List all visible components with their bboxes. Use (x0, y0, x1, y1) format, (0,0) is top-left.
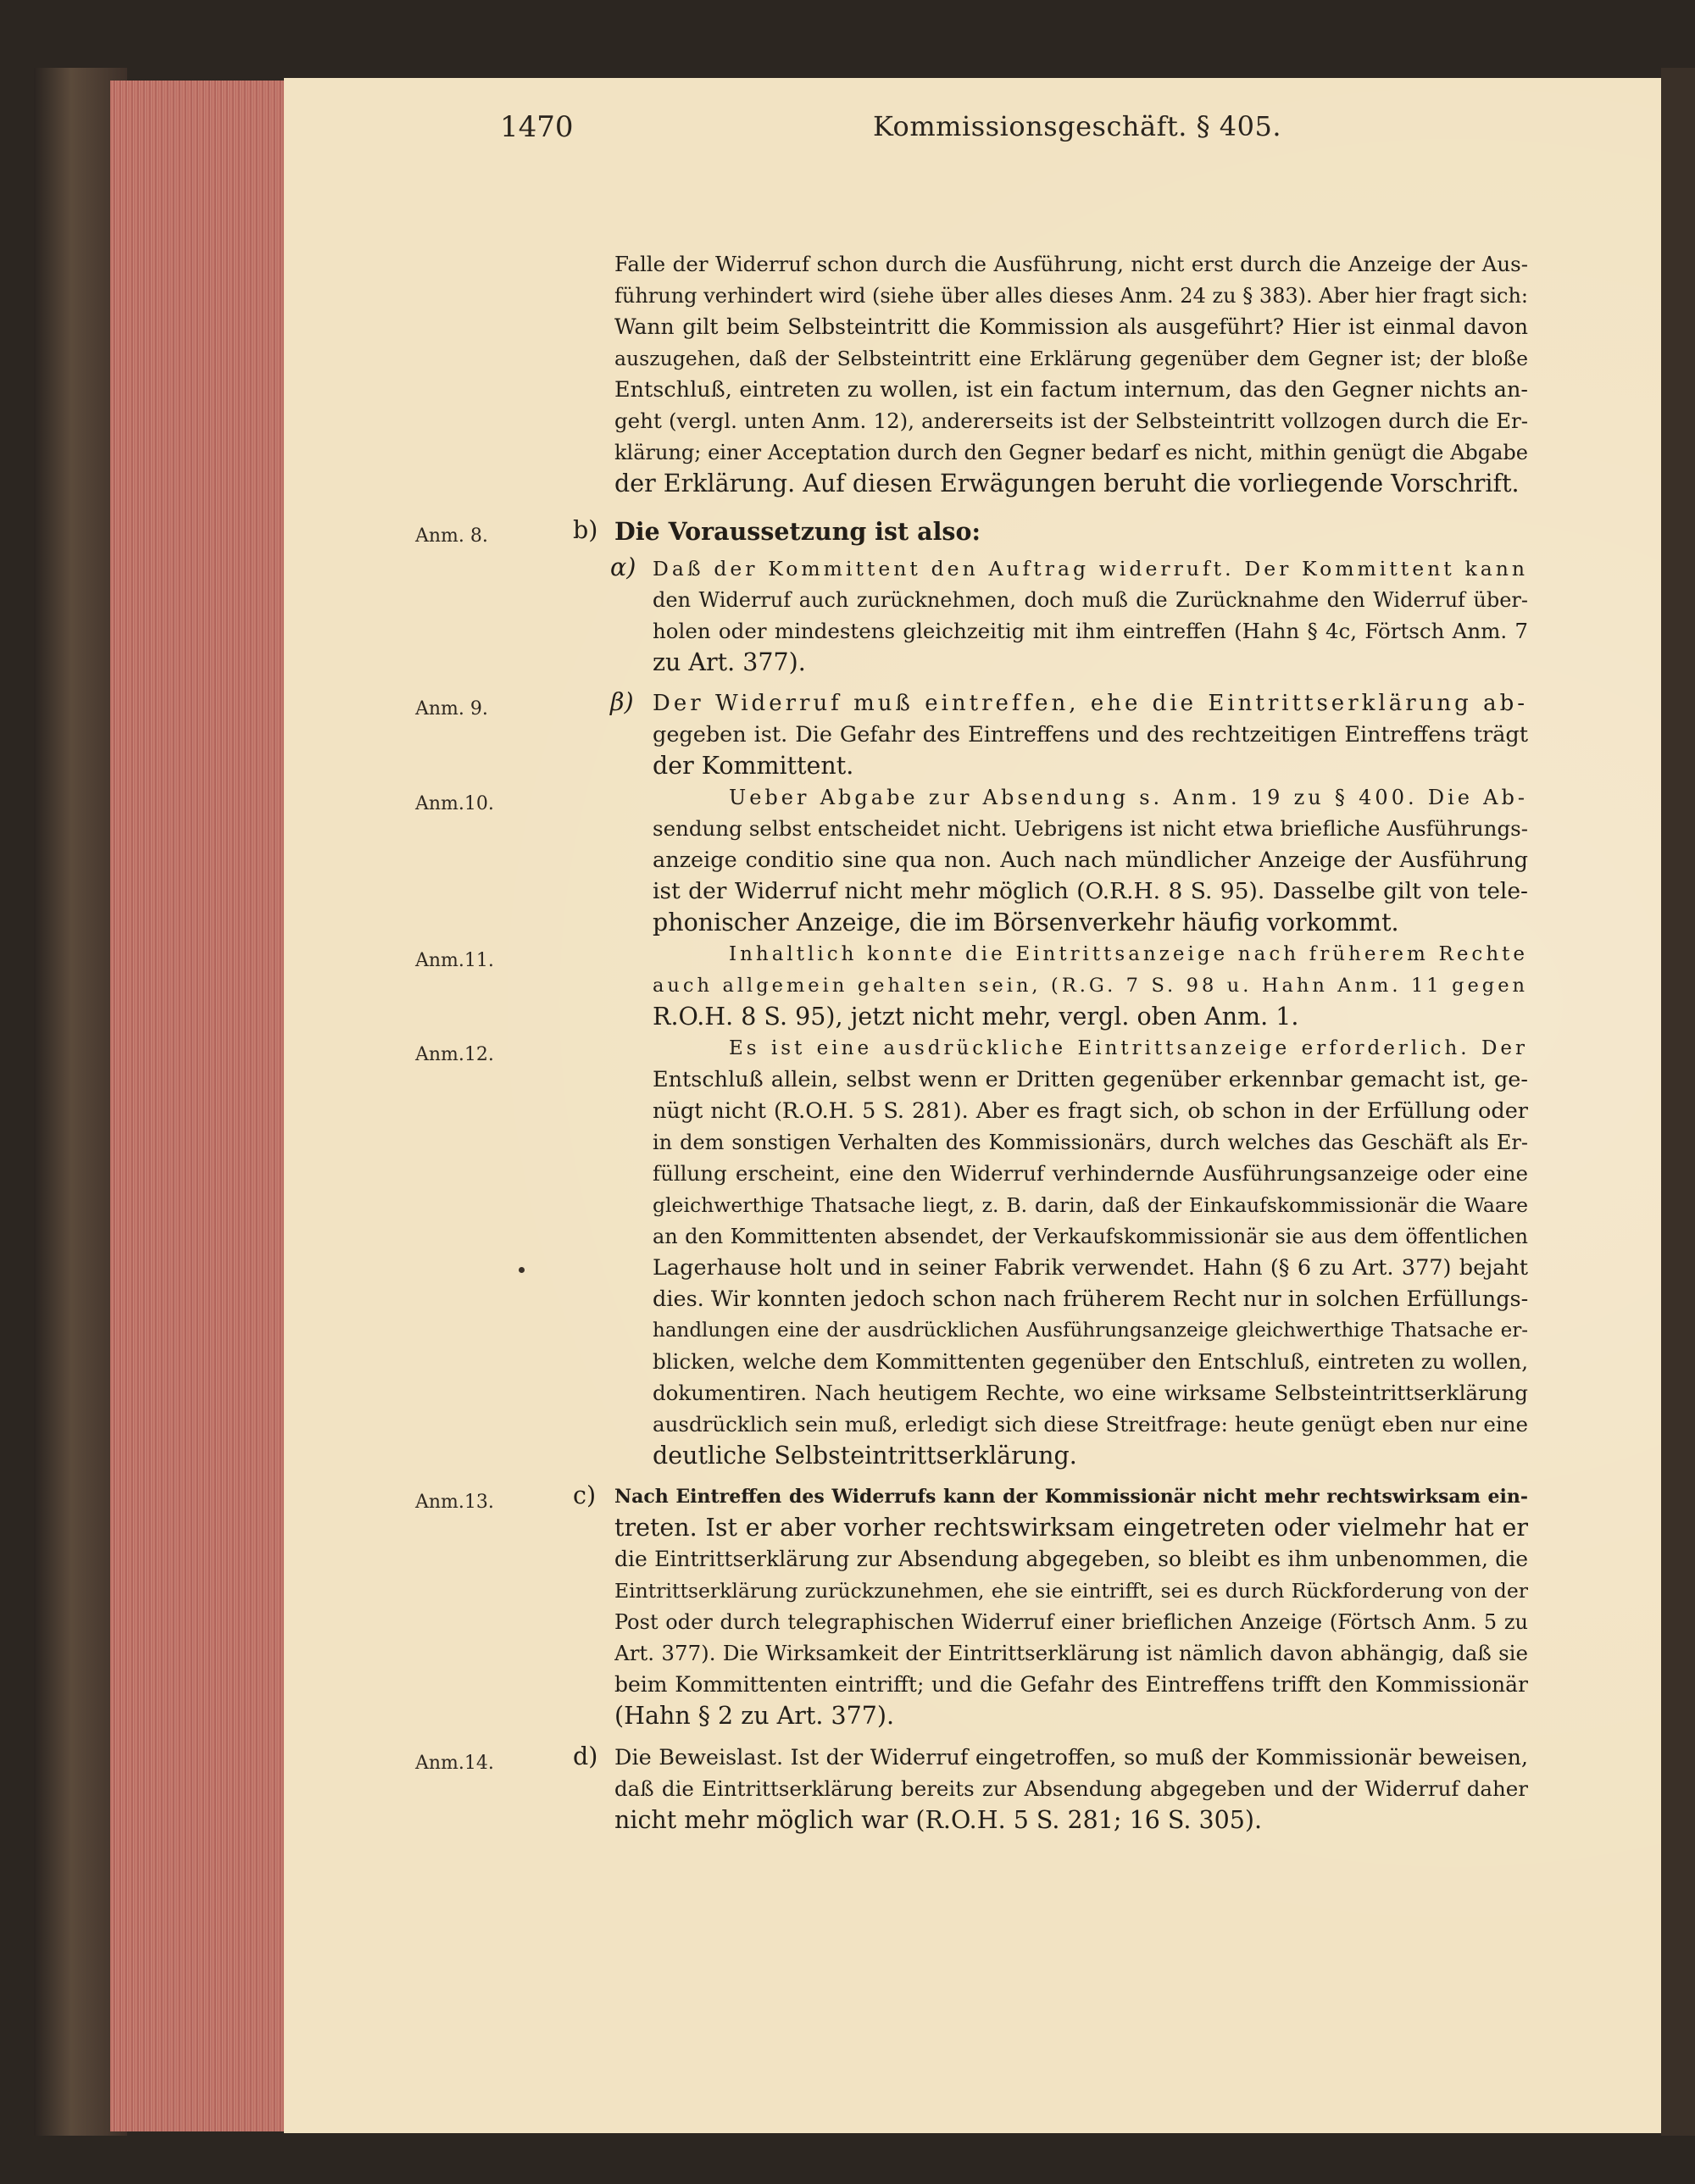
text-line: den Widerruf auch zurücknehmen, doch muß die Zurücknahme den Widerruf über- (653, 588, 1528, 612)
text-line: Eintrittserklärung zurückzunehmen, ehe sie eintrifft, sei es durch Rückforderung von der (614, 1579, 1528, 1603)
text-line: der Erklärung. Auf diesen Erwägungen beruht die vorliegende Vorschrift. (614, 470, 1520, 497)
section-marker: d) (573, 1742, 598, 1770)
text-line: deutliche Selbsteintrittserklärung. (653, 1442, 1077, 1470)
subsection-marker: α) (610, 553, 636, 581)
text-line: zu Art. 377). (653, 648, 806, 676)
text-line: ausdrücklich sein muß, erledigt sich diese Streitfrage: heute genügt eben nur eine (653, 1412, 1528, 1437)
text-line: auszugehen, daß der Selbsteintritt eine Erklärung gegenüber dem Gegner ist; der bloße (614, 347, 1528, 370)
section-heading: Die Voraussetzung ist also: (614, 517, 981, 546)
text-line: R.O.H. 8 S. 95), jetzt nicht mehr, vergl. oben Anm. 1. (653, 1003, 1299, 1031)
text-line: nicht mehr möglich war (R.O.H. 5 S. 281; 16 S. 305). (614, 1806, 1263, 1834)
text-line: sendung selbst entscheidet nicht. Uebrigens ist nicht etwa briefliche Ausführungs- (653, 816, 1528, 841)
text-line: Entschluß, eintreten zu wollen, ist ein factum internum, das den Gegner nichts an- (614, 377, 1528, 403)
text-line: handlungen eine der ausdrücklichen Ausführungsanzeige gleichwerthige Thatsache er- (653, 1320, 1528, 1342)
page-number: 1470 (500, 110, 574, 144)
margin-note: Anm.14. (415, 1753, 494, 1774)
text-line: Entschluß allein, selbst wenn er Dritten gegenüber erkennbar gemacht ist, ge- (653, 1067, 1528, 1092)
margin-note: Anm. 8. (415, 525, 488, 547)
section-marker: b) (573, 516, 598, 544)
text-line: Post oder durch telegraphischen Widerruf einer brieflichen Anzeige (Förtsch Anm. 5 zu (614, 1610, 1528, 1634)
text-line: nügt nicht (R.O.H. 5 S. 281). Aber es fragt sich, ob schon in der Erfüllung oder (653, 1098, 1528, 1124)
text-line: an den Kommittenten absendet, der Verkaufskommissionär sie aus dem öffentlichen (653, 1225, 1528, 1248)
margin-dot (519, 1267, 525, 1273)
margin-note: Anm.10. (415, 793, 494, 814)
text-line: holen oder mindestens gleichzeitig mit ihm eintreffen (Hahn § 4c, Förtsch Anm. 7 (653, 619, 1528, 643)
text-line: ist der Widerruf nicht mehr möglich (O.R.H. 8 S. 95). Dasselbe gilt von tele- (653, 878, 1528, 904)
text-line: Der Widerruf muß eintreffen, ehe die Eintrittserklärung ab- (653, 691, 1528, 716)
text-line: auch allgemein gehalten sein, (R.G. 7 S. 98 u. Hahn Anm. 11 gegen (653, 975, 1528, 997)
text-line: treten. Ist er aber vorher rechtswirksam eingetreten oder vielmehr hat er (614, 1514, 1528, 1542)
text-line: geht (vergl. unten Anm. 12), andererseits ist der Selbsteintritt vollzogen durch die Er- (614, 408, 1528, 433)
text-line: anzeige conditio sine qua non. Auch nach mündlicher Anzeige der Ausführung (653, 847, 1528, 873)
text-line: gleichwerthige Thatsache liegt, z. B. darin, daß der Einkaufskommissionär die Waare (653, 1193, 1528, 1217)
text-line: Lagerhause holt und in seiner Fabrik verwendet. Hahn (§ 6 zu Art. 377) bejaht (653, 1255, 1528, 1281)
text-line: beim Kommittenten eintrifft; und die Gefahr des Eintreffens trifft den Kommissionär (614, 1672, 1528, 1697)
text-line: Die Beweislast. Ist der Widerruf eingetroffen, so muß der Kommissionär beweisen, (614, 1745, 1528, 1770)
text-line: Art. 377). Die Wirksamkeit der Eintrittserklärung ist nämlich davon abhängig, daß sie (614, 1641, 1528, 1665)
text-line: Wann gilt beim Selbsteintritt die Kommission als ausgeführt? Hier ist einmal davon (614, 314, 1528, 339)
text-line: klärung; einer Acceptation durch den Gegner bedarf es nicht, mithin genügt die Abgabe (614, 441, 1528, 464)
subsection-marker: β) (610, 688, 634, 716)
text-line: der Kommittent. (653, 752, 854, 780)
text-line: phonischer Anzeige, die im Börsenverkehr häufig vorkommt. (653, 909, 1399, 936)
text-line: Daß der Kommittent den Auftrag widerruft. Der Kommittent kann (653, 557, 1528, 581)
margin-note: Anm.11. (415, 950, 494, 971)
text-line: daß die Eintrittserklärung bereits zur Absendung abgegeben und der Widerruf daher (614, 1776, 1528, 1801)
text-line: Ueber Abgabe zur Absendung s. Anm. 19 zu § 400. Die Ab- (729, 786, 1528, 809)
margin-note: Anm.12. (415, 1044, 494, 1065)
margin-note: Anm.13. (415, 1492, 494, 1513)
text-line: Inhaltlich konnte die Eintrittsanzeige nach früherem Rechte (729, 943, 1528, 965)
running-head: Kommissionsgeschäft. § 405. (873, 110, 1282, 142)
text-line: (Hahn § 2 zu Art. 377). (614, 1702, 895, 1730)
section-marker: c) (573, 1481, 597, 1509)
text-line: führung verhindert wird (siehe über alles dieses Anm. 24 zu § 383). Aber hier fragt sich: (614, 284, 1528, 308)
text-line: füllung erscheint, eine den Widerruf verhindernde Ausführungsanzeige oder eine (653, 1161, 1528, 1186)
text-line: blicken, welche dem Kommittenten gegenüber den Entschluß, eintreten zu wollen, (653, 1349, 1528, 1374)
text-line: Es ist eine ausdrückliche Eintrittsanzeige erforderlich. Der (729, 1037, 1528, 1059)
margin-note: Anm. 9. (415, 698, 488, 720)
text-line: dies. Wir konnten jedoch schon nach früherem Recht nur in solchen Erfüllungs- (653, 1287, 1528, 1312)
text-line: in dem sonstigen Verhalten des Kommissionärs, durch welches das Geschäft als Er- (653, 1131, 1528, 1154)
text-line: Falle der Widerruf schon durch die Ausführung, nicht erst durch die Anzeige der Aus- (614, 252, 1528, 276)
section-heading: Nach Eintreffen des Widerrufs kann der Kommissionär nicht mehr rechtswirksam ein- (614, 1486, 1528, 1508)
text-line: dokumentiren. Nach heutigem Rechte, wo eine wirksame Selbsteintrittserklärung (653, 1381, 1528, 1405)
text-line: gegeben ist. Die Gefahr des Eintreffens und des rechtzeitigen Eintreffens trägt (653, 722, 1528, 747)
text-line: die Eintrittserklärung zur Absendung abgegeben, so bleibt es ihm unbenommen, die (614, 1547, 1528, 1571)
